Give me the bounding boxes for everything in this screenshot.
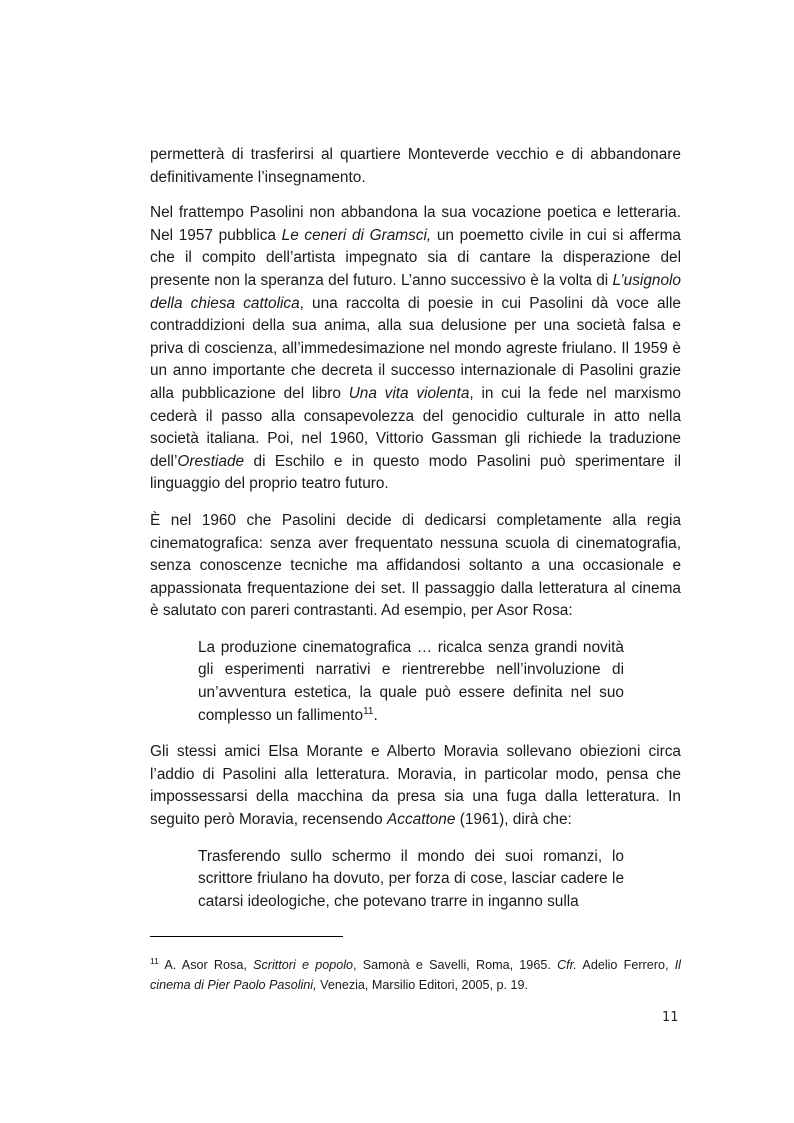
paragraph-2-text-i: di Eschilo e in questo modo Pasolini può sperimentare il linguaggio del proprio teatro futuro. <box>150 452 681 493</box>
title-le-ceneri-di-gramsci: Le ceneri di Gramsci, <box>281 226 432 244</box>
paragraph-2-text-e: , una raccolta di poesie in cui Pasolini dà voce alle contraddizioni della sua anima, alla sua delusione per una società falsa e priva di coscienza, all’immedesimazione nel mondo agreste friulano. Il 1959 è un anno importante che decreta il successo internazionale di Pasolini grazie alla pubblicazione del libro <box>150 294 681 402</box>
footnote-11 <box>150 956 681 995</box>
block-quote-1-text: La produzione cinematografica … ricalca senza grandi novità gli esperimenti narrativi e rientrerebbe nell’involuzione di un’avventura estetica, la quale può essere definita nel suo complesso un fallimento <box>198 638 624 724</box>
footnote-separator <box>150 936 343 937</box>
paragraph-4-text-c: (1961), dirà che: <box>455 811 572 829</box>
paragraph-4-text-a: Gli stessi amici Elsa Morante e Alberto Moravia sollevano obiezioni circa l’addio di Pasolini alla letteratura. Moravia, in particolar modo, pensa che impossessarsi della macchina da presa sia una fuga dalla letteratura. In seguito però Moravia, recensendo <box>150 743 681 829</box>
footnote-text-a: A. Asor Rosa, <box>158 958 254 972</box>
title-una-vita-violenta: Una vita violenta <box>348 384 470 402</box>
paragraph-2-text-g: , in cui la fede nel marxismo cederà il passo alla consapevolezza del genocidio culturale in atto nella società italiana. Poi, nel 1960, Vittorio Gassman gli richiede la traduzione dell’ <box>150 384 681 470</box>
footnote-cfr: Cfr. <box>557 958 577 972</box>
footnote-text-c: , Samonà e Savelli, Roma, 1965. <box>353 958 558 972</box>
paragraph-4 <box>150 741 681 831</box>
title-accattone: Accattone <box>386 811 456 829</box>
footnote-reference[interactable]: 11 <box>363 705 374 717</box>
paragraph-2-text-c: un poemetto civile in cui si afferma che il compito dell’artista impegnato sia di cantare la disperazione del presente non la speranza del futuro. L’anno successivo è la volta di <box>150 226 681 289</box>
block-quote-1-end: . <box>373 706 378 724</box>
footnote-text-e: Adelio Ferrero, <box>576 958 675 972</box>
footnote-title-scrittori-e-popolo: Scrittori e popolo <box>253 958 354 972</box>
block-quote-2 <box>198 846 624 914</box>
footnote-text-g: Venezia, Marsilio Editori, 2005, p. 19. <box>316 977 529 992</box>
paragraph-2 <box>150 202 681 496</box>
page-number: 11 <box>662 1010 679 1025</box>
title-orestiade: Orestiade <box>177 452 245 470</box>
main-text <box>150 144 681 927</box>
paragraph-1 <box>150 144 681 189</box>
block-quote-1 <box>198 637 624 727</box>
paragraph-1-text: permetterà di trasferirsi al quartiere Monteverde vecchio e di abbandonare definitivamente l’insegnamento. <box>150 146 681 186</box>
paragraph-3 <box>150 510 681 623</box>
paragraph-3-text: È nel 1960 che Pasolini decide di dedicarsi completamente alla regia cinematografica: senza aver frequentato nessuna scuola di cinematografia, senza conoscenze tecniche ma affidandosi soltanto a una occasionale e appassionata frequentazione dei set. Il passaggio dalla letteratura al cinema è salutato con pareri contrastanti. Ad esempio, per Asor Rosa: <box>150 511 681 620</box>
footnote-title-il-cinema: Il cinema di Pier Paolo Pasolini, <box>150 958 681 992</box>
paragraph-2-text-a: Nel frattempo Pasolini non abbandona la sua vocazione poetica e letteraria. Nel 1957 pubblica <box>150 204 681 244</box>
footnote-number: 11 <box>150 955 159 966</box>
title-usignolo: L’usignolo della chiesa cattolica <box>150 271 681 312</box>
block-quote-2-text: Trasferendo sullo schermo il mondo dei suoi romanzi, lo scrittore friulano ha dovuto, per forza di cose, lasciar cadere le catarsi ideologiche, che potevano trarre in inganno sulla <box>198 847 624 910</box>
